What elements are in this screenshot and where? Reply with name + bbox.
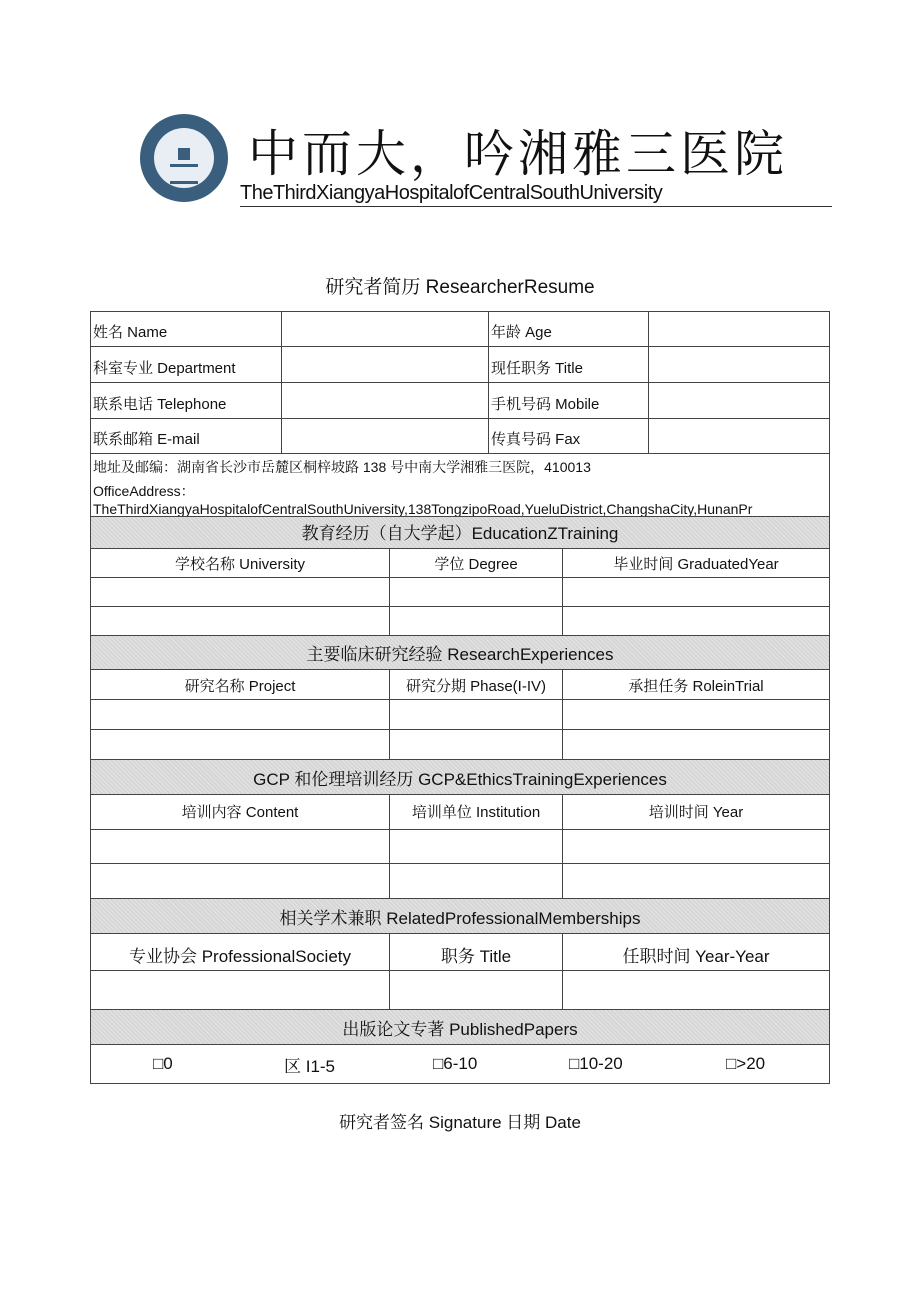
research-role-field[interactable] xyxy=(563,730,829,759)
papers-option-1-5[interactable]: 区 I1-5 xyxy=(284,1056,336,1076)
mobile-label-cell xyxy=(489,383,649,418)
gcp-col-label: 培训内容 Content xyxy=(181,804,299,821)
research-phase-field[interactable] xyxy=(390,700,563,729)
research-col-label: 研究名称 Project xyxy=(184,678,296,695)
gcp-entry-row xyxy=(91,864,829,899)
row-department xyxy=(91,347,829,383)
papers-option-0[interactable]: □0 xyxy=(153,1054,173,1073)
email-field[interactable] xyxy=(282,419,489,453)
research-col-label: 承担任务 RoleinTrial xyxy=(628,678,764,695)
hospital-logo xyxy=(140,114,228,202)
tel-label: 联系电话 Telephone xyxy=(93,396,227,413)
research-columns xyxy=(91,670,829,700)
research-role-field[interactable] xyxy=(563,700,829,729)
logo-waves xyxy=(170,164,198,184)
memberships-columns xyxy=(91,934,829,971)
education-entry-row xyxy=(91,607,829,636)
memberships-col-society xyxy=(91,934,390,970)
gcp-year-field[interactable] xyxy=(563,830,829,863)
page-title: 研究者简历 ResearcherResume xyxy=(325,277,595,298)
research-heading: 主要临床研究经验 ResearchExperiences xyxy=(306,645,614,664)
education-col-label: 学校名称 University xyxy=(174,556,305,573)
signature-line: 研究者签名 Signature 日期 Date xyxy=(339,1113,581,1132)
row-email xyxy=(91,419,829,454)
gcp-columns xyxy=(91,795,829,830)
tel-label-cell xyxy=(91,383,282,418)
gcp-col-label: 培训时间 Year xyxy=(648,804,744,821)
gcp-content-field[interactable] xyxy=(91,864,390,898)
title-label-cell xyxy=(489,347,649,382)
gcp-col-label: 培训单位 Institution xyxy=(411,804,541,821)
memberships-col-label: 专业协会 ProfessionalSociety xyxy=(128,947,352,966)
logo-cross-mark xyxy=(178,148,190,160)
papers-option-over-20[interactable]: □>20 xyxy=(726,1054,766,1073)
row-telephone xyxy=(91,383,829,419)
papers-option-10-20[interactable]: □10-20 xyxy=(569,1054,623,1073)
education-col-label: 毕业时间 GraduatedYear xyxy=(613,556,779,573)
title-field[interactable] xyxy=(649,347,829,382)
education-degree-field[interactable] xyxy=(390,578,563,606)
education-columns xyxy=(91,549,829,578)
memberships-col-years xyxy=(563,934,829,970)
research-entry-row xyxy=(91,700,829,730)
papers-option-6-10[interactable]: □6-10 xyxy=(433,1054,478,1073)
gcp-content-field[interactable] xyxy=(91,830,390,863)
research-project-field[interactable] xyxy=(91,700,390,729)
memberships-years-field[interactable] xyxy=(563,971,829,1009)
address-label: OfficeAddress： xyxy=(93,483,195,499)
gcp-col-year xyxy=(563,795,829,829)
email-label-cell xyxy=(91,419,282,453)
papers-section-header xyxy=(91,1010,829,1045)
address-en: TheThirdXiangyaHospitalofCentralSouthUniversity,138TongzipoRoad,YueluDistrict,ChangshaCity,HunanPr xyxy=(93,501,753,517)
education-university-field[interactable] xyxy=(91,607,390,635)
research-phase-field[interactable] xyxy=(390,730,563,759)
gcp-section-header xyxy=(91,760,829,795)
memberships-society-field[interactable] xyxy=(91,971,390,1009)
gcp-year-field[interactable] xyxy=(563,864,829,898)
age-field[interactable] xyxy=(649,312,829,346)
memberships-col-title xyxy=(390,934,563,970)
memberships-title-field[interactable] xyxy=(390,971,563,1009)
name-label: 姓名 Name xyxy=(93,324,168,341)
header-rule xyxy=(240,206,832,207)
papers-options-row xyxy=(91,1045,829,1083)
education-degree-field[interactable] xyxy=(390,607,563,635)
hospital-name-en: TheThirdXiangyaHospitalofCentralSouthUniversity xyxy=(240,182,663,204)
gcp-col-institution xyxy=(390,795,563,829)
education-col-degree xyxy=(390,549,563,577)
research-col-phase xyxy=(390,670,563,699)
memberships-section-header xyxy=(91,899,829,934)
resume-form xyxy=(90,311,830,1084)
research-col-project xyxy=(91,670,390,699)
education-entry-row xyxy=(91,578,829,607)
name-field[interactable] xyxy=(282,312,489,346)
memberships-entry-row xyxy=(91,971,829,1010)
row-name xyxy=(91,312,829,347)
fax-field[interactable] xyxy=(649,419,829,453)
dept-label: 科室专业 Department xyxy=(93,360,236,377)
document-header xyxy=(140,112,832,208)
education-year-field[interactable] xyxy=(563,578,829,606)
education-year-field[interactable] xyxy=(563,607,829,635)
age-label: 年龄 Age xyxy=(491,324,552,341)
education-section-header xyxy=(91,517,829,549)
memberships-col-label: 任职时间 Year-Year xyxy=(622,947,770,966)
education-heading: 教育经历（自大学起）EducationZTraining xyxy=(301,524,619,543)
research-col-role xyxy=(563,670,829,699)
research-section-header xyxy=(91,636,829,670)
research-project-field[interactable] xyxy=(91,730,390,759)
mobile-label: 手机号码 Mobile xyxy=(491,396,600,413)
gcp-heading: GCP 和伦理培训经历 GCP&EthicsTrainingExperiences xyxy=(253,770,667,789)
row-address xyxy=(91,454,829,517)
memberships-col-label: 职务 Title xyxy=(440,947,512,966)
name-label-cell xyxy=(91,312,282,346)
tel-field[interactable] xyxy=(282,383,489,418)
memberships-heading: 相关学术兼职 RelatedProfessionalMemberships xyxy=(279,909,641,928)
education-col-year xyxy=(563,549,829,577)
fax-label: 传真号码 Fax xyxy=(491,431,581,448)
dept-label-cell xyxy=(91,347,282,382)
research-entry-row xyxy=(91,730,829,760)
education-university-field[interactable] xyxy=(91,578,390,606)
education-col-university xyxy=(91,549,390,577)
gcp-institution-field[interactable] xyxy=(390,864,563,898)
gcp-col-content xyxy=(91,795,390,829)
fax-label-cell xyxy=(489,419,649,453)
age-label-cell xyxy=(489,312,649,346)
research-col-label: 研究分期 Phase(I-IV) xyxy=(405,678,547,695)
gcp-institution-field[interactable] xyxy=(390,830,563,863)
papers-heading: 出版论文专著 PublishedPapers xyxy=(342,1020,578,1039)
gcp-entry-row xyxy=(91,830,829,864)
logo-inner xyxy=(154,128,214,188)
dept-field[interactable] xyxy=(282,347,489,382)
title-label: 现任职务 Title xyxy=(491,360,583,377)
education-col-label: 学位 Degree xyxy=(434,556,518,573)
address-cn: 地址及邮编：湖南省长沙市岳麓区桐梓坡路 138 号中南大学湘雅三医院，410013 xyxy=(93,459,591,475)
email-label: 联系邮箱 E-mail xyxy=(93,431,200,448)
mobile-field[interactable] xyxy=(649,383,829,418)
hospital-name-cn: 中而大，吟湘雅三医院 xyxy=(248,125,788,183)
